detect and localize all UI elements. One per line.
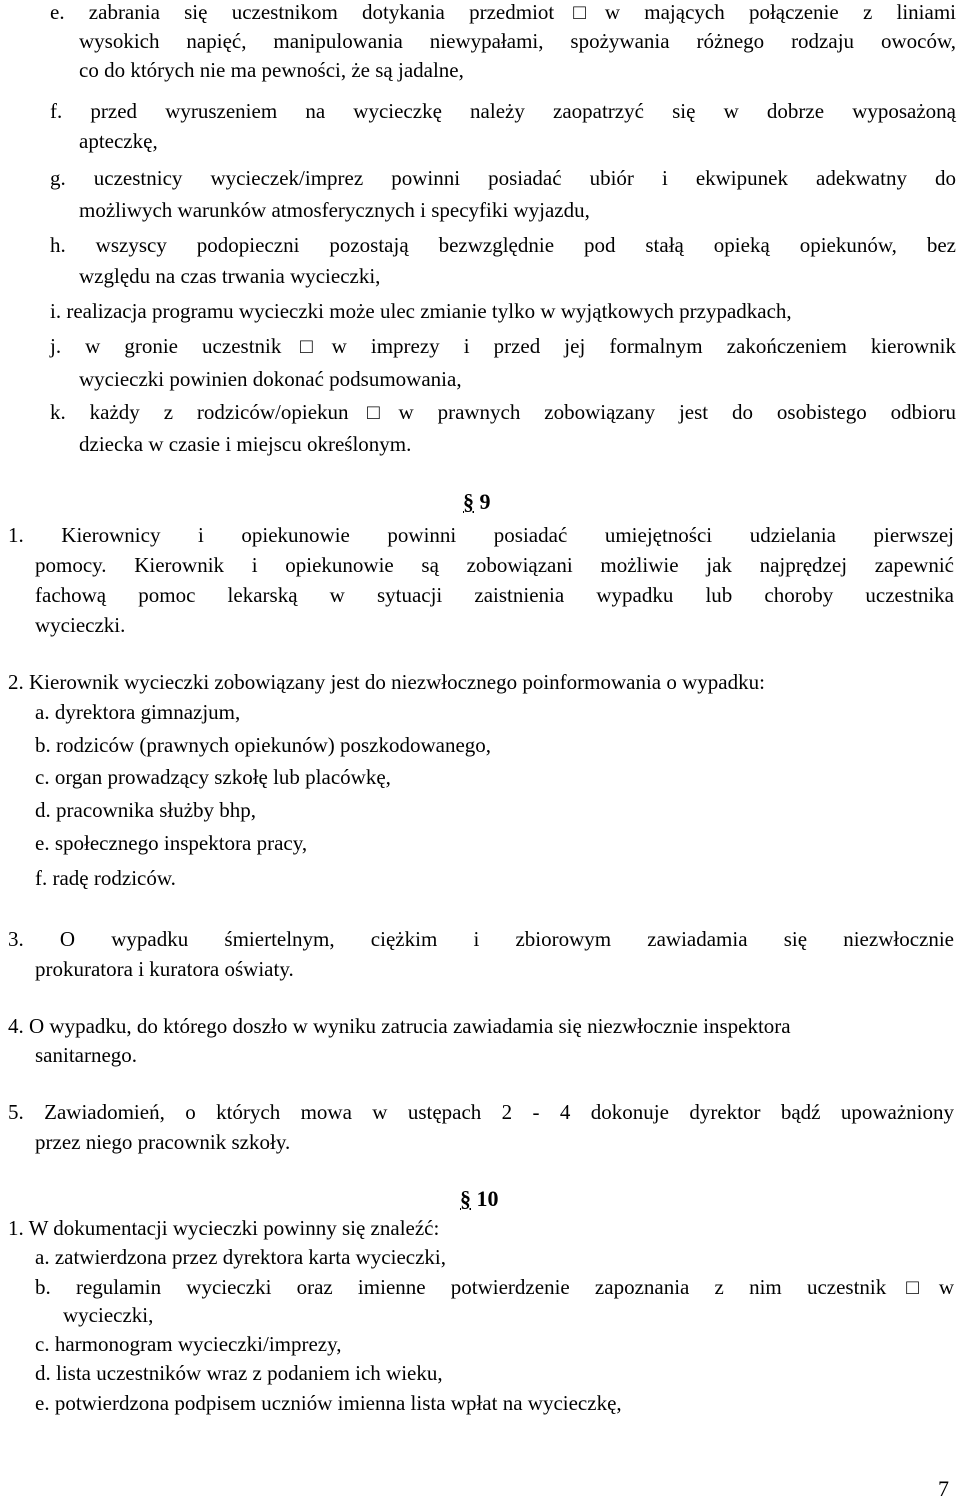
s10-p1: 1. W dokumentacji wycieczki powinny się znaleźć: <box>8 1216 440 1240</box>
s9-p2-item-e: e. społecznego inspektora pracy, <box>35 831 308 855</box>
section-10-heading <box>460 1187 499 1211</box>
s9-p4-line1: 4. O wypadku, do którego doszło w wyniku zatrucia zawiadamia się niezwłocznie inspektora <box>8 1014 791 1038</box>
s9-p2-item-d: d. pracownika służby bhp, <box>35 798 257 822</box>
s9-p1-line4: wycieczki. <box>35 613 126 637</box>
s9-p2-item-f: f. radę rodziców. <box>35 866 176 890</box>
list-item-f-line2: apteczkę, <box>79 129 158 153</box>
s9-p5-line1: 5. Zawiadomień, o których mowa w ustępach 2 - 4 dokonuje dyrektor bądź upoważniony <box>8 1100 954 1124</box>
list-item-h-line1: h. wszyscy podopieczni pozostają bezwzględnie pod stałą opieką opiekunów, bez <box>50 233 956 257</box>
s9-p1-line1: 1. Kierownicy i opiekunowie powinni posiadać umiejętności udzielania pierwszej <box>8 523 954 547</box>
list-item-j-line2: wycieczki powinien dokonać podsumowania, <box>79 367 462 391</box>
page-number: 7 <box>938 1476 949 1501</box>
s9-p2: 2. Kierownik wycieczki zobowiązany jest do niezwłocznego poinformowania o wypadku: <box>8 670 765 694</box>
s9-p4-line2: sanitarnego. <box>35 1043 138 1067</box>
s9-p2-item-b: b. rodziców (prawnych opiekunów) poszkodowanego, <box>35 733 492 757</box>
section-mark: § <box>460 1186 471 1211</box>
s9-p2-item-a: a. dyrektora gimnazjum, <box>35 700 241 724</box>
s9-p1-line3: fachową pomoc lekarską w sytuacji zaistnienia wypadku lub choroby uczestnika <box>35 583 954 607</box>
list-item-e-line2: wysokich napięć, manipulowania niewypałami, spożywania różnego rodzaju owoców, <box>79 29 956 53</box>
list-item-f-line1: f. przed wyruszeniem na wycieczkę należy zaopatrzyć się w dobrze wyposażoną <box>50 99 956 123</box>
list-item-i: i. realizacja programu wycieczki może ulec zmianie tylko w wyjątkowych przypadkach, <box>50 299 792 323</box>
s10-item-d: d. lista uczestników wraz z podaniem ich wieku, <box>35 1361 443 1385</box>
s10-item-b-line1: b. regulamin wycieczki oraz imienne potwierdzenie zapoznania z nim uczestnik□w <box>35 1275 954 1299</box>
list-item-k-line1: k. każdy z rodziców/opiekun□w prawnych zobowiązany jest do osobistego odbioru <box>50 400 956 424</box>
s10-item-a: a. zatwierdzona przez dyrektora karta wycieczki, <box>35 1245 447 1269</box>
list-item-k-line2: dziecka w czasie i miejscu określonym. <box>79 432 412 456</box>
s9-p5-line2: przez niego pracownik szkoły. <box>35 1130 291 1154</box>
section-number: 9 <box>479 489 491 514</box>
list-item-j-line1: j. w gronie uczestnik□w imprezy i przed jej formalnym zakończeniem kierownik <box>50 334 956 358</box>
section-number: 10 <box>476 1186 499 1211</box>
list-item-g-line1: g. uczestnicy wycieczek/imprez powinni posiadać ubiór i ekwipunek adekwatny do <box>50 166 956 190</box>
list-item-e-line3: co do których nie ma pewności, że są jadalne, <box>79 58 464 82</box>
list-item-g-line2: możliwych warunków atmosferycznych i specyfiki wyjazdu, <box>79 198 590 222</box>
s9-p3-line1: 3. O wypadku śmiertelnym, ciężkim i zbiorowym zawiadamia się niezwłocznie <box>8 927 954 951</box>
s9-p1-line2: pomocy. Kierownik i opiekunowie są zobowiązani możliwie jak najprędzej zapewnić <box>35 553 954 577</box>
s9-p2-item-c: c. organ prowadzący szkołę lub placówkę, <box>35 765 391 789</box>
list-item-e-line1: e. zabrania się uczestnikom dotykania przedmiot□w mających połączenie z liniami <box>50 0 956 24</box>
s10-item-c: c. harmonogram wycieczki/imprezy, <box>35 1332 342 1356</box>
list-item-h-line2: względu na czas trwania wycieczki, <box>79 264 381 288</box>
s9-p3-line2: prokuratora i kuratora oświaty. <box>35 957 294 981</box>
section-mark: § <box>463 489 474 514</box>
s10-item-b-line2: wycieczki, <box>63 1303 154 1327</box>
s10-item-e: e. potwierdzona podpisem uczniów imienna lista wpłat na wycieczkę, <box>35 1391 622 1415</box>
section-9-heading <box>463 490 491 514</box>
